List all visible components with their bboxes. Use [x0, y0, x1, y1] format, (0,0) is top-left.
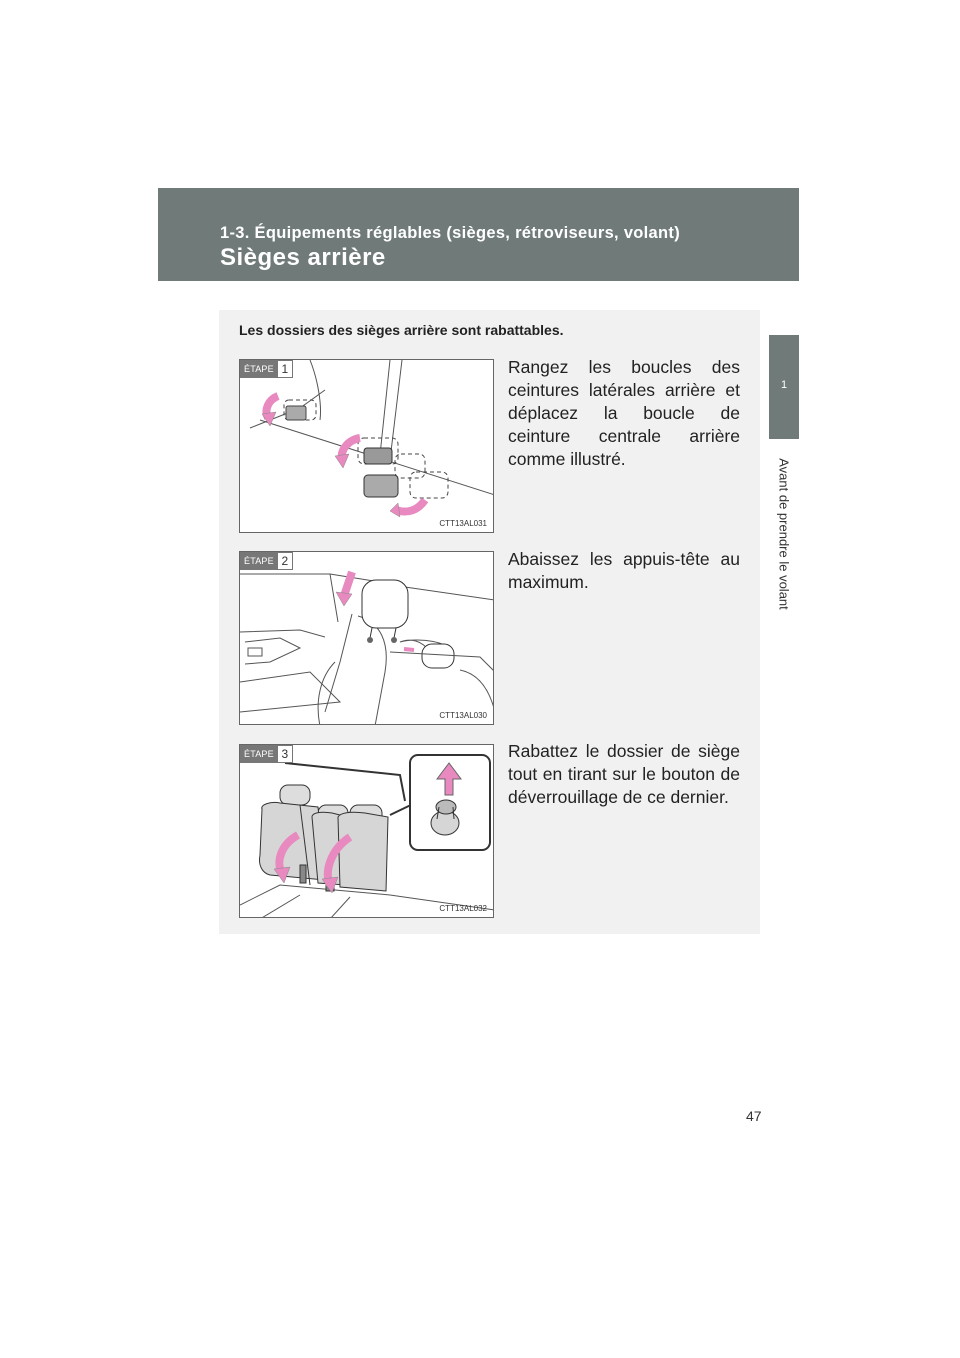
- figure-code: CTT13AL031: [439, 519, 487, 528]
- step-number: 3: [278, 745, 293, 763]
- section-header: [158, 188, 799, 281]
- figure-code: CTT13AL030: [439, 711, 487, 720]
- step-number: 1: [278, 360, 293, 378]
- step-label: ÉTAPE: [240, 360, 278, 378]
- chapter-tab-number: [769, 335, 799, 439]
- content-box: [219, 310, 760, 934]
- section-title: 1-3. Équipements réglables (sièges, rétroviseurs, volant): [220, 224, 681, 242]
- step-number: 2: [278, 552, 293, 570]
- step-label: ÉTAPE: [240, 745, 278, 763]
- seatback-folding-illustration: [240, 745, 494, 918]
- step-1-badge: [240, 360, 293, 378]
- step-label: ÉTAPE: [240, 552, 278, 570]
- step-3-illustration: [239, 744, 494, 918]
- step-3-badge: [240, 745, 293, 763]
- chapter-label: Avant de prendre le volant: [776, 458, 792, 610]
- chapter-number: 1: [780, 379, 788, 391]
- headrest-lowering-illustration: [240, 552, 494, 725]
- step-1-illustration: [239, 359, 494, 533]
- page-title: Sièges arrière: [220, 244, 386, 271]
- seatbelt-buckles-illustration: [240, 360, 494, 533]
- step-1-text: Rangez les boucles des ceintures latérales arrière et déplacez la boucle de ceinture centrale arrière comme illustré.: [508, 357, 740, 469]
- step-2-badge: [240, 552, 293, 570]
- chapter-tab-label: [769, 439, 799, 629]
- step-2-text: Abaissez les appuis-tête au maximum.: [508, 549, 740, 592]
- step-2-illustration: [239, 551, 494, 725]
- intro-text: Les dossiers des sièges arrière sont rabattables.: [239, 322, 564, 338]
- figure-code: CTT13AL032: [439, 904, 487, 913]
- step-3-text: Rabattez le dossier de siège tout en tirant sur le bouton de déverrouillage de ce dernier.: [508, 741, 740, 807]
- page-number: 47: [746, 1108, 762, 1124]
